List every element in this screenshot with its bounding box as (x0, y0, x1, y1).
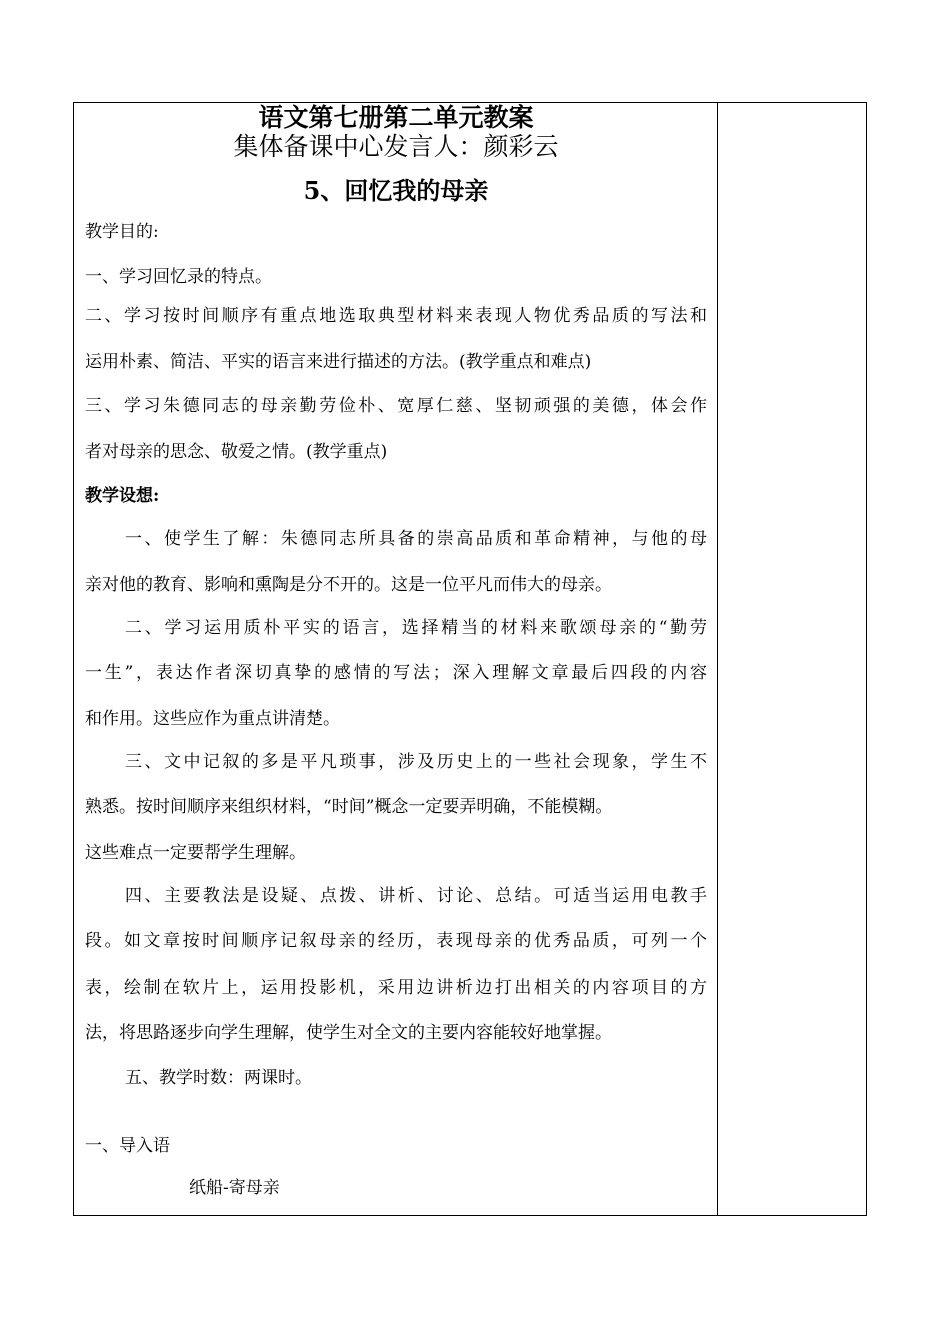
design-p4-line-2: 段。如文章按时间顺序记叙母亲的经历，表现母亲的优秀品质，可列一个 (85, 931, 707, 951)
design-p3-line-2: 熟悉。按时间顺序来组织材料，“时间”概念一定要弄明确，不能模糊。 (85, 797, 613, 817)
objective-item-3-line-2: 者对母亲的思念、敬爱之情。(教学重点) (85, 442, 388, 462)
design-p1-line-1: 一、使学生了解：朱德同志所具备的崇高品质和革命精神，与他的母 (125, 529, 707, 549)
design-p4-line-1: 四、主要教法是设疑、点拨、讲析、讨论、总结。可适当运用电教手 (125, 886, 707, 906)
objective-item-2-line-1: 二、学习按时间顺序有重点地选取典型材料来表现人物优秀品质的写法和 (85, 306, 707, 326)
design-p2-line-1: 二、学习运用质朴平实的语言，选择精当的材料来歌颂母亲的“勤劳 (125, 618, 707, 638)
lesson-plan-table (73, 102, 867, 1216)
document-subtitle: 集体备课中心发言人：颜彩云 (233, 132, 559, 161)
design-p2-line-3: 和作用。这些应作为重点讲清楚。 (85, 709, 340, 729)
design-p1-line-2: 亲对他的教育、影响和熏陶是分不开的。这是一位平凡而伟大的母亲。 (85, 575, 612, 595)
objective-item-1: 一、学习回忆录的特点。 (85, 267, 272, 287)
design-p4-line-4: 法，将思路逐步向学生理解，使学生对全文的主要内容能较好地掌握。 (85, 1023, 612, 1043)
design-heading: 教学设想: (85, 486, 160, 506)
lesson-title: 5、回忆我的母亲 (303, 176, 489, 205)
poem-title: 纸船-寄母亲 (189, 1178, 280, 1198)
intro-heading: 一、导入语 (85, 1136, 170, 1156)
side-notes-cell (718, 103, 866, 1215)
design-p5: 五、教学时数：两课时。 (125, 1068, 312, 1088)
design-p3-line-1: 三、文中记叙的多是平凡琐事，涉及历史上的一些社会现象，学生不 (125, 752, 707, 772)
design-p2-line-2: 一生”，表达作者深切真挚的感情的写法；深入理解文章最后四段的内容 (85, 663, 707, 683)
design-p3-line-3: 这些难点一定要帮学生理解。 (85, 843, 306, 863)
objective-item-3-line-1: 三、学习朱德同志的母亲勤劳俭朴、宽厚仁慈、坚韧顽强的美德，体会作 (85, 396, 707, 416)
objective-item-2-line-2: 运用朴素、简洁、平实的语言来进行描述的方法。(教学重点和难点) (85, 352, 592, 372)
document-title: 语文第七册第二单元教案 (258, 103, 534, 132)
main-content-cell (74, 103, 718, 1215)
design-p4-line-3: 表，绘制在软片上，运用投影机，采用边讲析边打出相关的内容项目的方 (85, 978, 707, 998)
objectives-heading: 教学目的: (85, 222, 159, 242)
